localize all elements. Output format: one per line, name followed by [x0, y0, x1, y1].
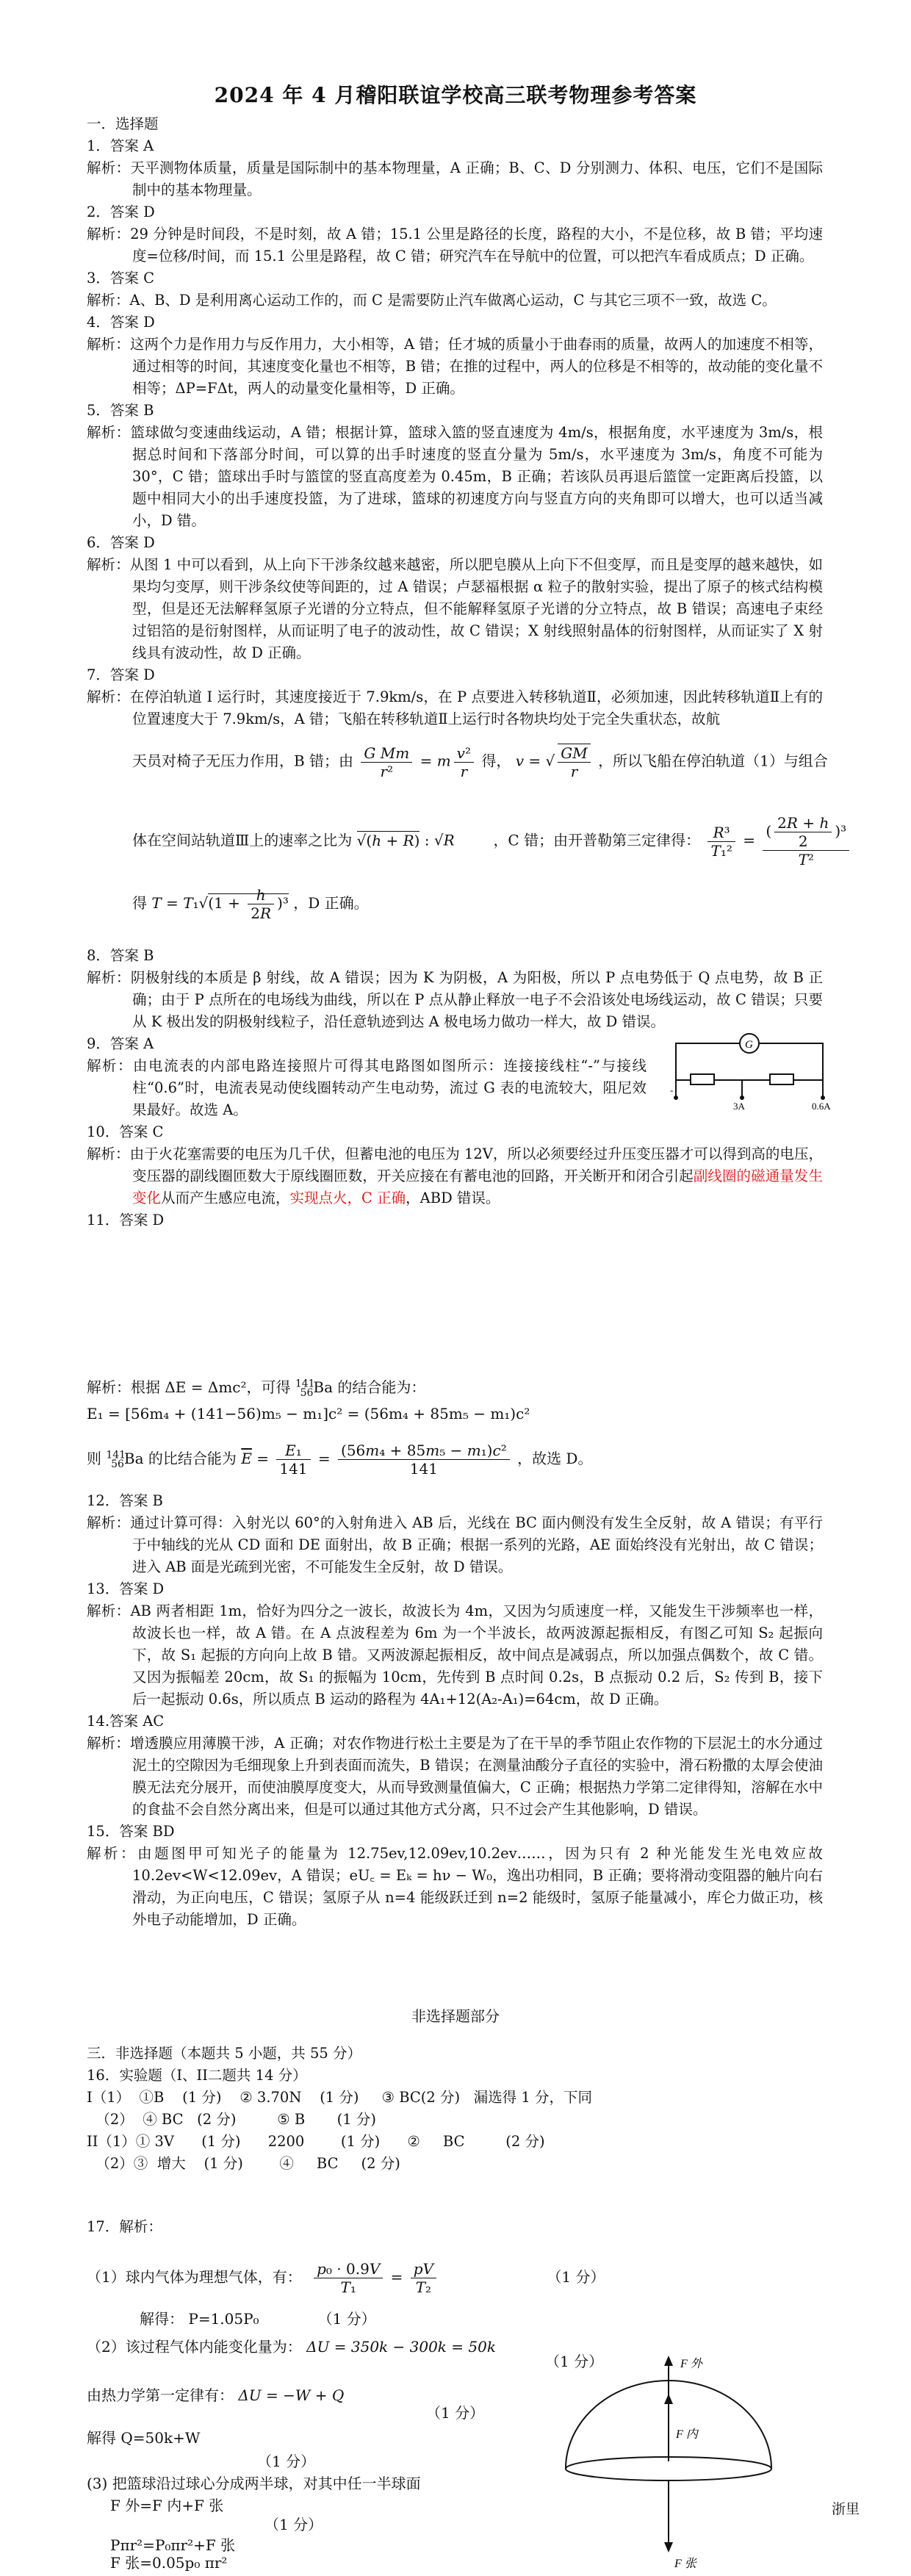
q16-part-ii-line-1: II（1）① 3V (1 分) 2200 (1 分) ② BC (2 分)	[87, 2133, 545, 2150]
q17-step-5-points: （1 分）	[264, 2516, 323, 2533]
explanation-13: 解析：AB 两者相距 1m，恰好为四分之一波长，故波长为 4m，又因为匀质速度一样，又能发生干涉频率也一样，故波长也一样，故 A 错。在 A 点波程差为 6m 为一个半波长，故两波源起振相反，有图乙可知 S₂ 起振向下，故 S₁ 起振的方向向上故 B 错。又两波源起振相反，故中间点是减弱点，所以加强点偶数个，故 C 错。又因为振幅差 20cm，故 S₁ 的振幅为 10cm，先传到 B 点时间 0.2s，B 点振动 0.2 后，S₂ 传到 B，接下后一起振动 0.6s，所以质点 B 运动的路程为 4A₁+12(A₂-A₁)=64cm，故 D 正确。	[87, 1602, 823, 1708]
q17-step-3: 由热力学第一定律有： ΔU = −W + Q	[87, 2386, 345, 2404]
explanation-8: 解析：阴极射线的本质是 β 射线，故 A 错误；因为 K 为阴极，A 为阳极，所以 P 点电势低于 Q 点电势，故 B 正确；由于 P 点所在的电场线为曲线，所以在 P 点从静止释放一电子不会沿该处电场线运动，故 C 错误；只要从 K 极出发的阴极射线粒子，沿任意轨迹到达 A 极电场力做功一样大，故 D 错误。	[87, 969, 823, 1030]
footer-watermark: 浙里	[831, 2501, 860, 2517]
answer-4: 4．答案 D	[87, 314, 155, 331]
q16-part-i-line-1: I（1） ①B (1 分) ② 3.70N (1 分) ③ BC(2 分) 漏选得 1 分，下同	[87, 2089, 593, 2106]
answer-1: 1．答案 A	[87, 137, 154, 154]
hemisphere-force-diagram	[544, 2351, 793, 2572]
q16-heading: 16．实验题（I、II二题共 14 分）	[87, 2067, 307, 2084]
q17-step-6: Pπr²=P₀πr²+F 张	[110, 2536, 236, 2554]
explanation-10: 解析：由于火花塞需要的电压为几千伏，但蓄电池的电压为 12V，所以必须要经过升压变压器才可以得到高的电压，变压器的副线圈匝数大于原线圈匝数，开关应接在有蓄电池的回路，开关断开和闭合引起副线圈的磁通量发生变化从而产生感应电流，实现点火，C 正确，ABD 错误。	[87, 1145, 823, 1206]
explanation-7: 解析：在停泊轨道 I 运行时，其速度接近于 7.9km/s，在 P 点要进入转移轨道Ⅱ，必须加速，因此转移轨道Ⅱ上有的位置速度大于 7.9km/s，A 错；飞船在转移轨道Ⅱ上运行时各物块均处于完全失重状态，故航	[87, 688, 823, 727]
answers-block-1	[87, 113, 823, 730]
page-title: 2024 年 4 月稽阳联谊学校高三联考物理参考答案	[214, 83, 697, 107]
q11-formula-line-3: 则 $^{141}_{56}$Ba 的比结合能为 $\overline{E}$ = $\frac{\text{E₁}}{141}$ = $\frac{\text{(56m₄ + 85m₅ − m₁)c²}}{141}$ ，故选 D。	[87, 1442, 593, 1478]
answer-14: 14.答案 AC	[87, 1713, 165, 1730]
q11-formula-line-1: 解析：根据 ΔE = Δmc²，可得 $^{141}_{56}$Ba 的结合能为：	[87, 1378, 426, 1399]
svg-text:F 外: F 外	[680, 2358, 702, 2370]
explanation-14: 解析：增透膜应用薄膜干涉，A 正确；对农作物进行松土主要是为了在干旱的季节阻止农作物的下层泥土的水分通过泥土的空隙因为毛细现象上升到表面而流失，B 错误；在测量油酸分子直径的实验中，滑石粉撒的太厚会使油膜无法充分展开，而使油膜厚度变大，从而导致测量值偏大，C 正确；根据热力学第二定律得知，溶解在水中的食盐不会自然分离出来，但是可以通过其他方式分离，只不过会产生其他影响，D 错误。	[87, 1735, 823, 1818]
q17-heading: 17．解析：	[87, 2218, 162, 2235]
answer-10: 10．答案 C	[87, 1123, 164, 1140]
explanation-15: 解析：由题图甲可知光子的能量为 12.75ev,12.09ev,10.2ev……，因为只有 2 种光能发生光电效应故 10.2ev<W<12.09ev，A 错误；eU꜀ = Eₖ = hν − W₀，逸出功相同，B 正确；要将滑动变阻器的触片向右滑动，为正向电压，C 错误；氢原子从 n=4 能级跃迁到 n=2 能级时，氢原子能量减小，库仑力做正功，核外电子动能增加，D 正确。	[87, 1845, 823, 1928]
explanation-6: 解析：从图 1 中可以看到，从上向下干涉条纹越来越密，所以肥皂膜从上向下不但变厚，而且是变厚的越来越快，如果均匀变厚，则干涉条纹使等间距的，过 A 错误；卢瑟福根据 α 粒子的散射实验，提出了原子的核式结构模型，但是还无法解释氢原子光谱的分立特点，但不能解释氢原子光谱的分立特点，故 B 错误；高速电子束经过铝箔的是衍射图样，从而证明了电子的波动性，故 C 错误；X 射线照射晶体的衍射图样，从而证实了 X 射线具有波动性，故 D 正确。	[87, 556, 823, 661]
svg-text:0.6A: 0.6A	[812, 1101, 831, 1109]
q17-step-3-points: （1 分）	[426, 2404, 485, 2422]
q16-part-i-line-2: （2） ④ BC (2 分) ⑤ B (1 分)	[87, 2111, 376, 2128]
answer-7: 7．答案 D	[87, 666, 155, 683]
svg-text:F 内: F 内	[676, 2428, 698, 2441]
section-3-heading: 三．非选择题（本题共 5 小题，共 55 分）	[87, 2045, 362, 2062]
q17-step-1-solution: 解得： P=1.05P₀ （1 分）	[140, 2310, 376, 2328]
svg-text:F 张: F 张	[674, 2558, 696, 2570]
part-2-heading: 非选择题部分	[411, 2007, 500, 2025]
explanation-2: 解析：29 分钟是时间段，不是时刻，故 A 错；15.1 公里是路径的长度，路程的大小，不是位移，故 B 错；平均速度=位移/时间，而 15.1 公里是路程，故 C 错；研究汽车在导航中的位置，可以把汽车看成质点；D 正确。	[87, 226, 823, 265]
section-heading: 一．选择题	[87, 115, 159, 132]
answer-9: 9．答案 A	[87, 1035, 154, 1052]
explanation-4: 解析：这两个力是作用力与反作用力，大小相等，A 错；任才城的质量小于曲春雨的质量，故两人的加速度不相等，通过相等的时间，其速度变化量也不相等，B 错；在推的过程中，两人的位移是不相等的，故动能的变化量不相等；ΔP=FΔt，两人的动量变化量相等，D 正确。	[87, 336, 823, 397]
svg-text:3A: 3A	[733, 1101, 745, 1109]
q17-step-2: （2）该过程气体内能变化量为： ΔU = 350k − 300k = 50k	[87, 2338, 496, 2356]
answer-11: 11．答案 D	[87, 1212, 165, 1228]
explanation-3: 解析：A、B、D 是利用离心运动工作的，而 C 是需要防止汽车做离心运动，C 与其它三项不一致，故选 C。	[87, 292, 777, 309]
answers-block-4	[87, 2043, 823, 2175]
q7-formula-line-2: 体在空间站轨道Ⅲ上的速率之比为 √(h + R) : √R ，C 错；由开普勒第三定律得： $\frac{\text{R³}}{\text{T₁²}}$ = ( $\frac{2R + h}{2}$ )³ T²	[132, 814, 852, 868]
explanation-12: 解析：通过计算可得：入射光以 60°的入射角进入 AB 后，光线在 BC 面内侧没有发生全反射，故 A 错误；有平行于中轴线的光从 CD 面和 DE 面射出，故 B 正确；根据一系列的光路，AE 面始终没有光射出，故 C 错误；进入 AB 面是光疏到光密，不可能发生全反射，故 D 错误。	[87, 1514, 823, 1575]
q17-step-2-points: （1 分）	[545, 2353, 604, 2370]
q16-part-ii-line-2: （2）③ 增大 (1 分) ④ BC (2 分)	[87, 2155, 400, 2172]
explanation-5: 解析：篮球做匀变速曲线运动，A 错；根据计算，篮球入篮的竖直速度为 4m/s，根据角度，水平速度为 3m/s，根据总时间和下落部分时间，可以算的出手时速度的竖直分量为 5m/s，水平速度为 3m/s，角度不可能为 30°，C 错；篮球出手时与篮筐的竖直高度差为 0.45m，B 正确；若该队员再退后篮筐一定距离后投篮，以题中相同大小的出手速度投篮，为了进球，篮球的初速度方向与竖直方向的夹角即可以增大，也可以适当减小，D 错。	[87, 424, 823, 529]
answer-12: 12．答案 B	[87, 1492, 163, 1509]
explanation-9: 解析：由电流表的内部电路连接照片可得其电路图如图所示：连接接线柱“-”与接线柱“0.6”时，电流表晃动使线圈转动产生电动势，流过 G 表的电流较大，阻尼效果最好。故选 A。	[87, 1057, 647, 1118]
answer-13: 13．答案 D	[87, 1580, 165, 1597]
q17-step-5-equation: F 外=F 内+F 张	[110, 2497, 224, 2514]
ammeter-circuit-diagram	[661, 1029, 845, 1109]
answer-15: 15．答案 BD	[87, 1823, 175, 1840]
q17-step-4-points: （1 分）	[257, 2453, 316, 2470]
answer-2: 2．答案 D	[87, 204, 155, 220]
answer-3: 3．答案 C	[87, 270, 155, 287]
explanation-1: 解析：天平测物体质量，质量是国际制中的基本物理量，A 正确；B、C、D 分别测力、体积、电压，它们不是国际制中的基本物理量。	[87, 159, 823, 198]
q11-formula-line-2: E₁ = [56m₄ + (141−56)m₅ − m₁]c² = (56m₄ + 85m₅ − m₁)c²	[87, 1405, 530, 1422]
svg-text:G: G	[745, 1039, 753, 1051]
answer-6: 6．答案 D	[87, 534, 155, 551]
answers-block-3	[87, 1490, 823, 1931]
q17-step-4: 解得 Q=50k+W	[87, 2429, 201, 2447]
q17-step-1: （1）球内气体为理想气体，有： $\frac{\text{p₀ · 0.9V}}{\text{T₁}}$ = $\frac{pV}{\text{T₂}}$ （1 分）	[87, 2260, 605, 2296]
q17-step-7: F 张=0.05p₀ πr²	[110, 2554, 228, 2572]
answer-5: 5．答案 B	[87, 402, 154, 419]
answer-8: 8．答案 B	[87, 947, 154, 964]
q17-step-5: (3) 把篮球沿过球心分成两半球，对其中任一半球面	[87, 2475, 421, 2492]
q7-formula-line-1: 天员对椅子无压力作用，B 错；由 $\frac{\text{G Mm}}{\text{r²}}$ = m $\frac{\text{v²}}{r}$ 得， v = √ $\frac{GM}{r}$ ，所以飞船在停泊轨道（1）与组合	[132, 744, 828, 780]
svg-text:-: -	[670, 1084, 674, 1095]
q7-formula-line-3: 得 T = T₁√(1 + $\frac{h}{2R}$ )³ ，D 正确。	[132, 886, 369, 922]
